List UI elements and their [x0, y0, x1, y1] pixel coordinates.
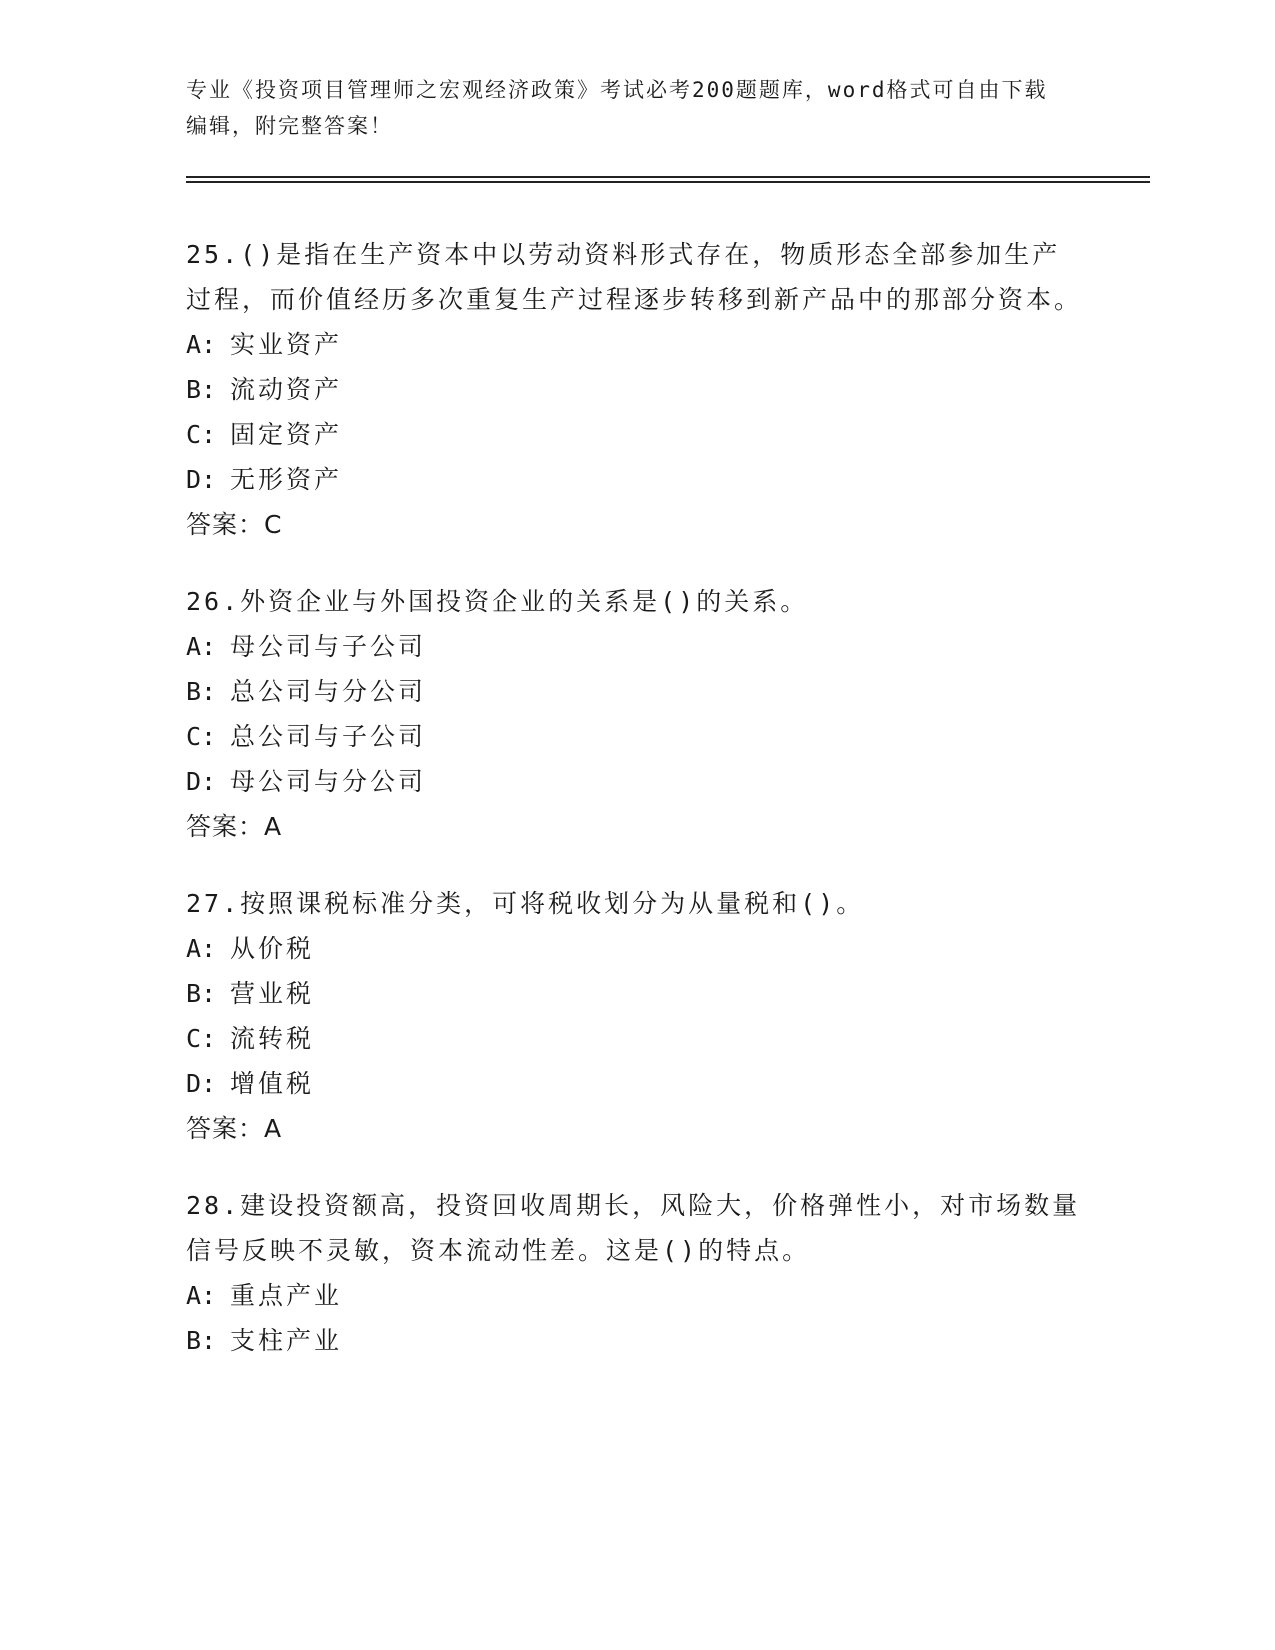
option-text: 流转税 [230, 1024, 315, 1053]
option-key: B: [186, 375, 217, 404]
question-28 [186, 1183, 1086, 1363]
option-key: D: [186, 767, 217, 796]
answer-line: 答案：C [186, 510, 283, 539]
option-key: B: [186, 979, 217, 1008]
option-text: 从价税 [230, 934, 315, 963]
option-key: B: [186, 677, 217, 706]
header-divider-bottom [186, 181, 1150, 183]
question-27 [186, 881, 1086, 1151]
option-c [186, 1016, 1086, 1061]
option-key: D: [186, 465, 217, 494]
answer-line: 答案：A [186, 1114, 283, 1143]
option-b [186, 669, 1086, 714]
option-key: C: [186, 722, 217, 751]
option-a [186, 926, 1086, 971]
question-text: 27.按照课税标准分类，可将税收划分为从量税和()。 [186, 889, 865, 918]
option-text: 重点产业 [230, 1281, 343, 1310]
option-key: D: [186, 1069, 217, 1098]
header-divider-top [186, 176, 1150, 178]
option-b [186, 1318, 1086, 1363]
option-key: A: [186, 330, 217, 359]
option-key: A: [186, 1281, 217, 1310]
option-a [186, 624, 1086, 669]
question-text: 28.建设投资额高，投资回收周期长，风险大，价格弹性小，对市场数量信号反映不灵敏，资本流动性差。这是()的特点。 [186, 1191, 1081, 1265]
option-text: 总公司与分公司 [230, 677, 427, 706]
option-b [186, 971, 1086, 1016]
option-d [186, 1061, 1086, 1106]
question-text: 26.外资企业与外国投资企业的关系是()的关系。 [186, 587, 809, 616]
option-key: A: [186, 632, 217, 661]
option-key: C: [186, 1024, 217, 1053]
option-key: B: [186, 1326, 217, 1355]
option-key: A: [186, 934, 217, 963]
question-25 [186, 232, 1086, 547]
question-26 [186, 579, 1086, 849]
option-text: 增值税 [230, 1069, 315, 1098]
question-list [186, 232, 1086, 1395]
option-text: 实业资产 [230, 330, 343, 359]
option-a [186, 322, 1086, 367]
option-text: 母公司与分公司 [230, 767, 427, 796]
option-text: 营业税 [230, 979, 315, 1008]
option-c [186, 714, 1086, 759]
option-text: 支柱产业 [230, 1326, 343, 1355]
option-text: 无形资产 [230, 465, 343, 494]
question-text: 25.()是指在生产资本中以劳动资料形式存在，物质形态全部参加生产过程，而价值经历多次重复生产过程逐步转移到新产品中的那部分资本。 [186, 240, 1083, 314]
option-text: 总公司与子公司 [230, 722, 427, 751]
option-c [186, 412, 1086, 457]
option-key: C: [186, 420, 217, 449]
option-text: 流动资产 [230, 375, 343, 404]
option-d [186, 759, 1086, 804]
option-b [186, 367, 1086, 412]
answer-line: 答案：A [186, 812, 283, 841]
option-a [186, 1273, 1086, 1318]
option-text: 母公司与子公司 [230, 632, 427, 661]
option-d [186, 457, 1086, 502]
document-header: 专业《投资项目管理师之宏观经济政策》考试必考200题题库，word格式可自由下载编辑，附完整答案！ [186, 78, 1048, 138]
option-text: 固定资产 [230, 420, 343, 449]
